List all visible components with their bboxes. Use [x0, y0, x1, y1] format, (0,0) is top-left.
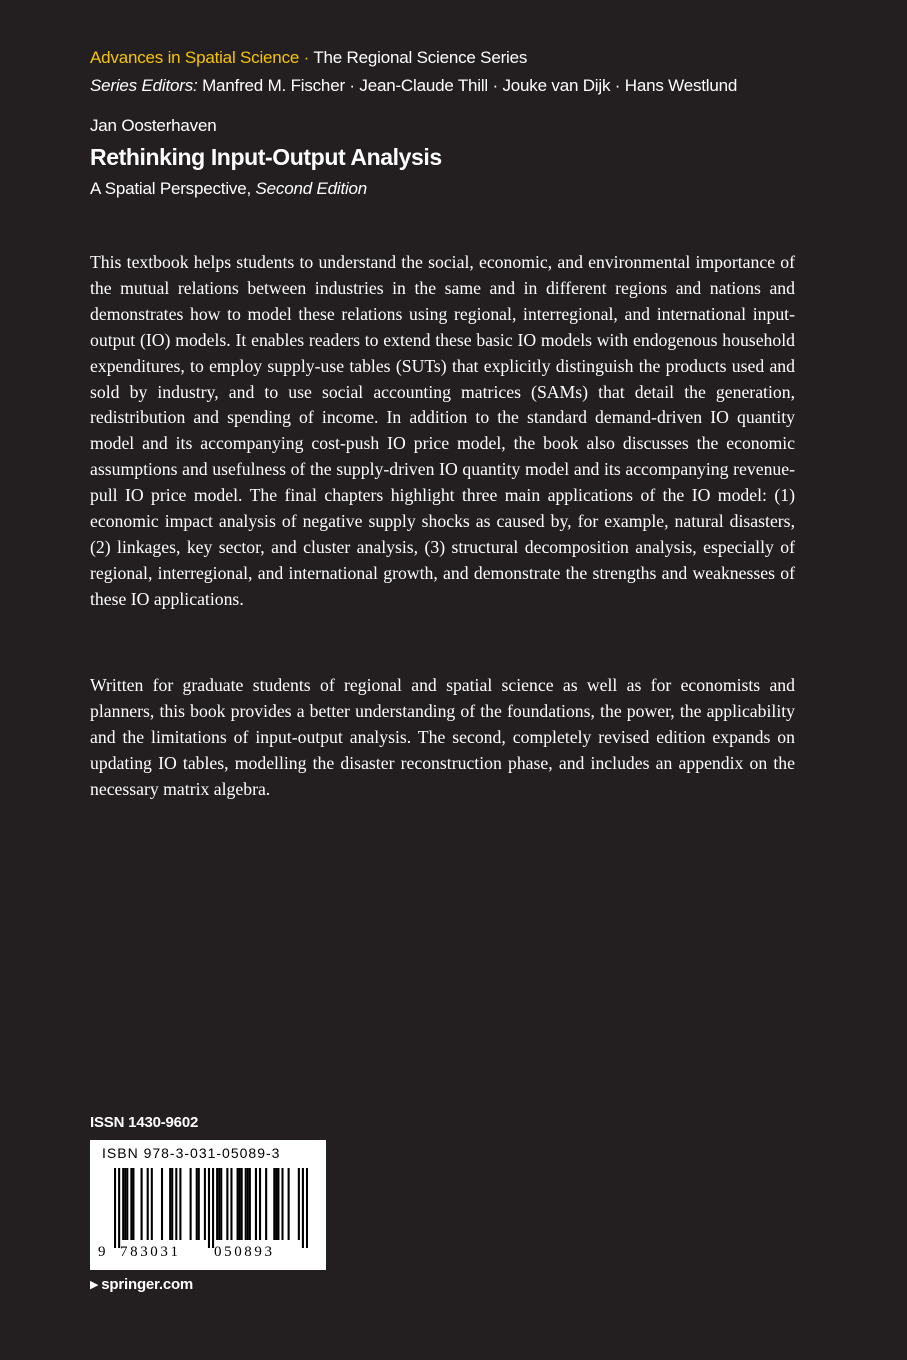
book-title: Rethinking Input-Output Analysis [90, 144, 442, 170]
barcode-bar [237, 1168, 239, 1240]
ean-digits-left: 783031 [120, 1244, 181, 1260]
barcode-bar [204, 1168, 206, 1240]
book-author: Jan Oosterhaven [90, 116, 217, 135]
barcode-bar [245, 1168, 247, 1240]
barcode-bar [132, 1168, 134, 1240]
arrow-right-icon: ▶ [90, 1279, 99, 1291]
barcode-bar [130, 1168, 132, 1240]
barcode-bar [273, 1168, 275, 1240]
barcode-bar [179, 1168, 181, 1240]
barcode-bar [126, 1168, 128, 1240]
publisher-url: springer.com [101, 1276, 194, 1293]
series-editors-names: Manfred M. Fischer · Jean-Claude Thill · Jouke van Dijk · Hans Westlund [202, 76, 738, 95]
barcode-bar [171, 1168, 173, 1240]
barcode-bar [265, 1168, 267, 1240]
barcode-bar [247, 1168, 249, 1240]
description-paragraph-2: Written for graduate students of regional and spatial science as well as for economists and planners, this book provides a better understanding of the foundations, the power, the applicability and the limitations of input-output analysis. The second, completely revised edition expands on updating IO tables, modelling the disaster reconstruction phase, and includes an appendix on the necessary matrix algebra. [90, 675, 795, 799]
barcode-bars [114, 1168, 308, 1248]
barcode-bar [218, 1168, 220, 1240]
issn-label: ISSN 1430-9602 [90, 1114, 199, 1131]
series-line [90, 48, 527, 68]
barcode-bar [118, 1168, 120, 1248]
barcode-bar [281, 1168, 283, 1240]
series-editors [90, 76, 737, 96]
isbn-barcode [90, 1140, 326, 1270]
barcode-bar [275, 1168, 277, 1240]
book-subtitle-text: A Spatial Perspective, [90, 179, 251, 198]
barcode-bar [212, 1168, 214, 1248]
barcode-bar [288, 1168, 290, 1240]
barcode-bar [302, 1168, 304, 1248]
barcode-bar [298, 1168, 300, 1240]
publisher-link[interactable] [90, 1276, 193, 1293]
series-subtitle: The Regional Science Series [313, 48, 528, 67]
book-subtitle [90, 179, 367, 199]
barcode-bar [259, 1168, 261, 1240]
series-editors-label: Series Editors: [90, 76, 198, 95]
isbn-text: ISBN 978-3-031-05089-3 [102, 1145, 281, 1161]
barcode-bar [161, 1168, 163, 1240]
barcode-bar [190, 1168, 192, 1240]
series-name: Advances in Spatial Science [90, 48, 300, 67]
series-separator: · [299, 48, 314, 67]
barcode-bar [114, 1168, 116, 1248]
ean-digit-first: 9 [98, 1244, 106, 1260]
barcode-bar [151, 1168, 153, 1240]
barcode-bar [198, 1168, 200, 1240]
barcode-bar [122, 1168, 124, 1240]
barcode-bar [306, 1168, 308, 1248]
barcode-bar [277, 1168, 279, 1240]
barcode-bar [147, 1168, 149, 1240]
barcode-bar [226, 1168, 228, 1240]
book-edition: Second Edition [255, 179, 368, 198]
barcode-bar [196, 1168, 198, 1240]
barcode-bar [220, 1168, 222, 1240]
barcode-bar [124, 1168, 126, 1240]
ean-digits-right: 050893 [214, 1244, 275, 1260]
barcode-bar [141, 1168, 143, 1240]
barcode-bar [208, 1168, 210, 1248]
barcode-bar [241, 1168, 243, 1240]
barcode-bar [169, 1168, 171, 1240]
barcode-bar [230, 1168, 232, 1240]
barcode-bar [175, 1168, 177, 1240]
barcode-bar [239, 1168, 241, 1240]
description-paragraph-1: This textbook helps students to understand the social, economic, and environmental importance of the mutual relations between industries in the same and in different regions and nations and demonstrates how to model these relations using regional, interregional, and international input-output (IO) models. It enables readers to extend these basic IO models with endogenous household expenditures, to employ supply-use tables (SUTs) that explicitly distinguish the products used and sold by industry, and to use social accounting matrices (SAMs) that detail the generation, redistribution and spending of income. In addition to the standard demand-driven IO quantity model and its accompanying cost-push IO price model, the book also discusses the economic assumptions and usefulness of the supply-driven IO quantity model and its accompanying revenue-pull IO price model. The final chapters highlight three main applications of the IO model: (1) economic impact analysis of negative supply shocks as caused by, for example, natural disasters, (2) linkages, key sector, and cluster analysis, (3) structural decomposition analysis, especially of regional, interregional, and international growth, and demonstrate the strengths and weaknesses of these IO applications. [90, 252, 795, 609]
barcode-bar [255, 1168, 257, 1240]
barcode-bar [216, 1168, 218, 1240]
barcode-bar [249, 1168, 251, 1240]
